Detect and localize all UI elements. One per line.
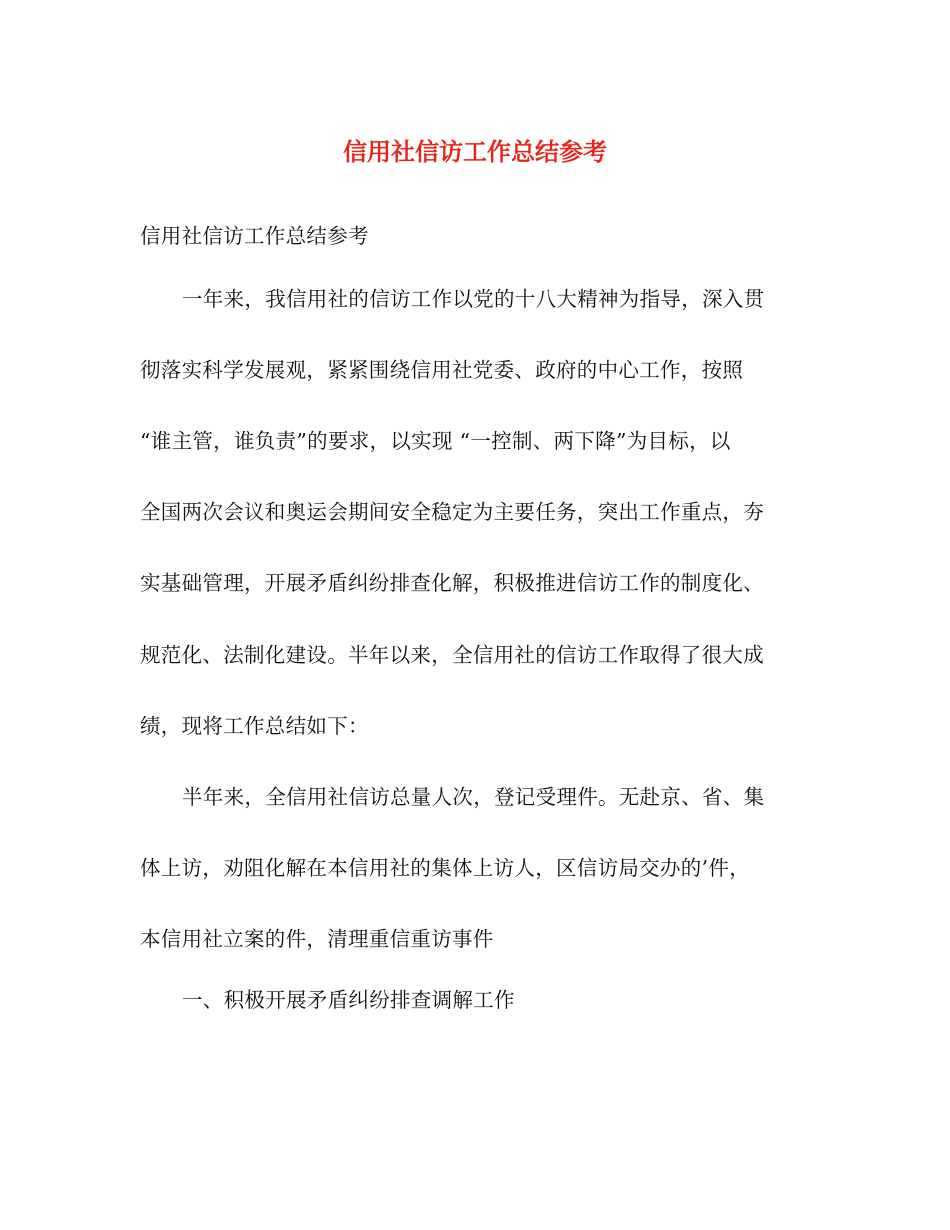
paragraph-line: “谁主管，谁负责”的要求，以实现 “一控制、两下降”为目标，以: [140, 429, 731, 453]
section-heading: 一、积极开展矛盾纠纷排查调解工作: [182, 988, 515, 1012]
paragraph-line: 规范化、法制化建设。半年以来，全信用社的信访工作取得了很大成: [140, 643, 764, 667]
paragraph-line: 彻落实科学发展观，紧紧围绕信用社党委、政府的中心工作，按照: [140, 358, 744, 382]
paragraph-line: 体上访，劝阻化解在本信用社的集体上访人，区信访局交办的’件，: [140, 856, 751, 880]
paragraph-line: 本信用社立案的件，清理重信重访事件: [140, 927, 494, 951]
paragraph-line: 全国两次会议和奥运会期间安全稳定为主要任务，突出工作重点，夯: [140, 500, 764, 524]
paragraph-line: 半年来，全信用社信访总量人次，登记受理件。无赴京、省、集: [182, 785, 765, 809]
paragraph-line: 实基础管理，开展矛盾纠纷排查化解，积极推进信访工作的制度化、: [140, 571, 764, 595]
document-title: 信用社信访工作总结参考: [343, 137, 607, 166]
subtitle-line: 信用社信访工作总结参考: [140, 224, 369, 248]
paragraph-line: 绩，现将工作总结如下：: [140, 714, 369, 738]
paragraph-line: 一年来，我信用社的信访工作以党的十八大精神为指导，深入贯: [182, 287, 765, 311]
